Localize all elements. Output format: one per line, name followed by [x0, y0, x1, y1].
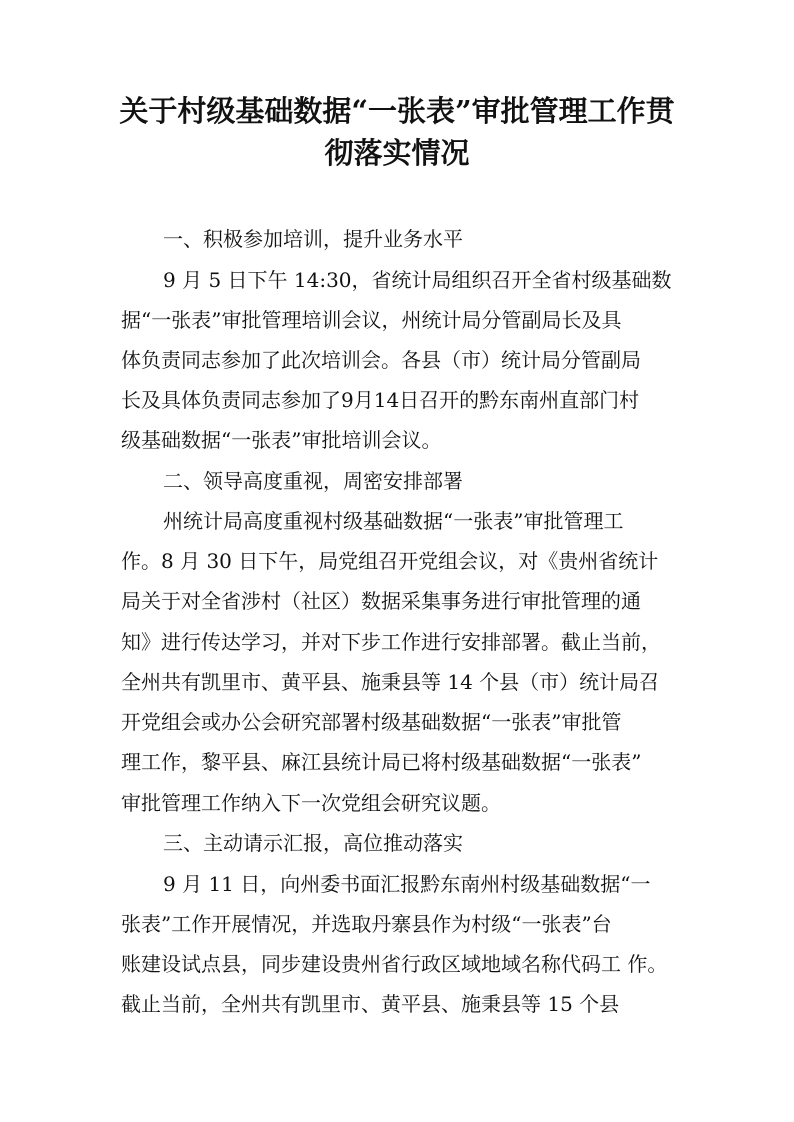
paragraph-line: 全州共有凯里市、黄平县、施秉县等 14 个县（市）统计局召	[121, 670, 660, 694]
paragraph-line: 9 月 11 日，向州委书面汇报黔东南州村级基础数据“一	[163, 872, 651, 896]
paragraph-line: 审批管理工作纳入下一次党组会研究议题。	[121, 791, 501, 815]
paragraph-line: 据“一张表”审批管理培训会议，州统计局分管副局长及具	[121, 308, 622, 332]
paragraph-line: 截止当前，全州共有凯里市、黄平县、施秉县等 15 个县	[121, 992, 620, 1016]
section-heading-1: 一、积极参加培训，提升业务水平	[163, 227, 463, 251]
document-title-line-2: 彻落实情况	[324, 136, 470, 170]
document-title-line-1: 关于村级基础数据“一张表”审批管理工作贯	[119, 94, 675, 128]
section-heading-2: 二、领导高度重视，周密安排部署	[163, 469, 463, 493]
paragraph-line: 长及具体负责同志参加了9月14日召开的黔东南州直部门村	[121, 388, 640, 412]
paragraph-line: 知》进行传达学习，并对下步工作进行安排部署。截止当前，	[121, 630, 661, 654]
paragraph-line: 理工作，黎平县、麻江县统计局已将村级基础数据“一张表”	[121, 750, 642, 774]
paragraph-line: 作。8 月 30 日下午，局党组召开党组会议，对《贵州省统计	[121, 549, 659, 573]
paragraph-line: 级基础数据“一张表”审批培训会议。	[121, 428, 442, 452]
paragraph-line: 体负责同志参加了此次培训会。各县（市）统计局分管副局	[121, 348, 641, 372]
paragraph-line: 开党组会或办公会研究部署村级基础数据“一张表”审批管	[121, 710, 622, 734]
paragraph-line: 局关于对全省涉村（社区）数据采集事务进行审批管理的通	[121, 589, 641, 613]
paragraph-line: 张表”工作开展情况，并选取丹寨县作为村级“一张表”台	[121, 912, 612, 936]
paragraph-line: 账建设试点县，同步建设贵州省行政区域地域名称代码工 作。	[121, 952, 668, 976]
section-heading-3: 三、主动请示汇报，高位推动落实	[163, 831, 463, 855]
paragraph-line: 州统计局高度重视村级基础数据“一张表”审批管理工	[163, 509, 624, 533]
paragraph-line: 9 月 5 日下午 14:30，省统计局组织召开全省村级基础数	[163, 268, 672, 292]
